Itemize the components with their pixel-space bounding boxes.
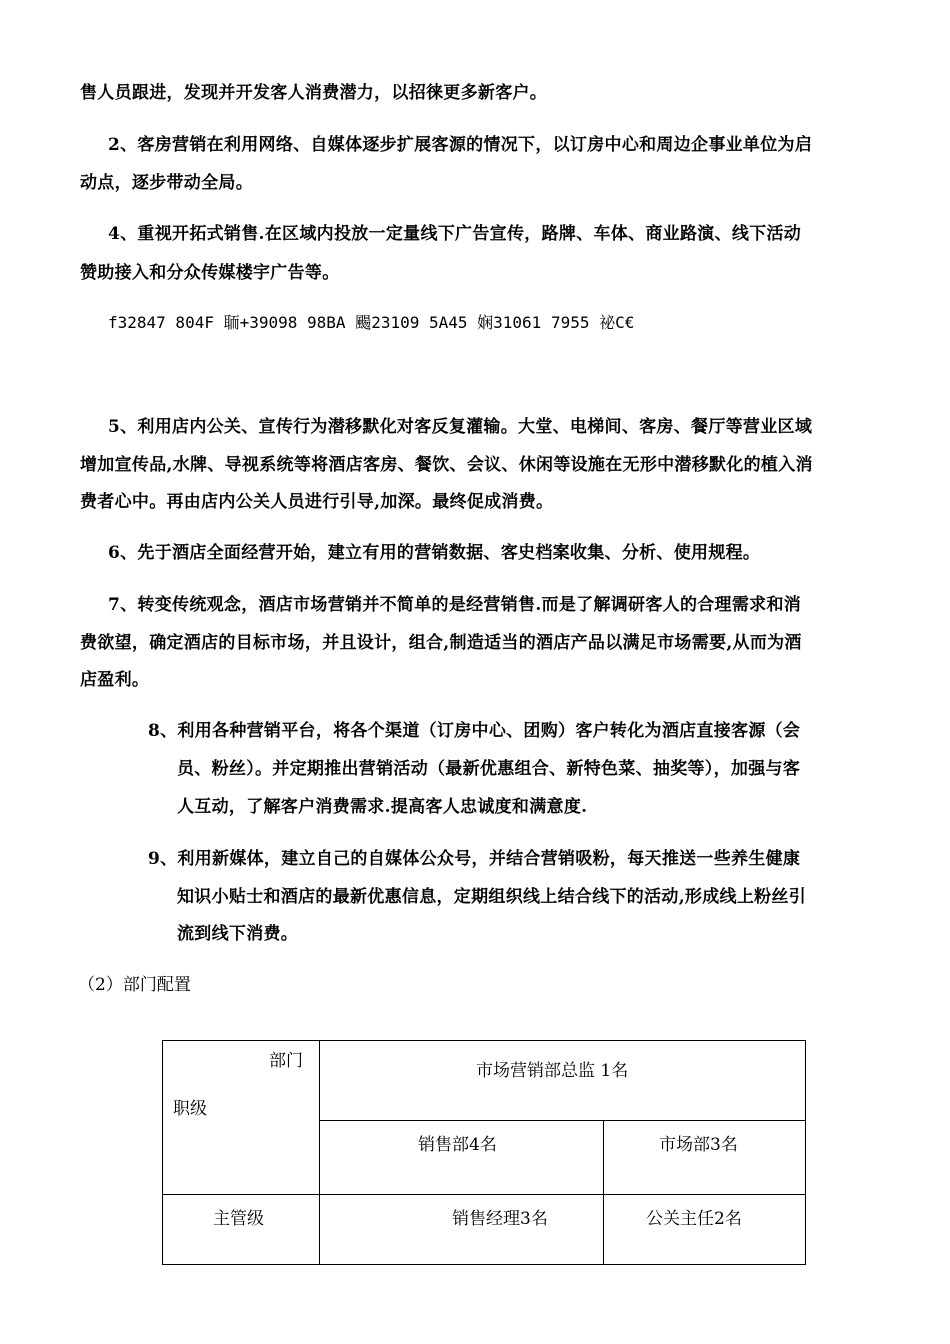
paragraph-line: 8、利用各种营销平台，将各个渠道（订房中心、团购）客户转化为酒店直接客源（会 [148,721,801,741]
pr-supervisor-label: 公关主任2名 [646,1209,742,1229]
sales-dept-label: 销售部4名 [418,1135,497,1155]
section-heading: （2）部门配置 [78,975,191,995]
paragraph-line: 费者心中。再由店内公关人员进行引导,加深。最终促成消费。 [80,492,554,512]
department-table [162,1040,806,1265]
paragraph-line: 流到线下消费。 [177,924,299,944]
paragraph-line: 4、重视开拓式销售.在区域内投放一定量线下广告宣传，路牌、车体、商业路演、线下活动 [108,224,802,244]
supervisor-row-label: 主管级 [213,1209,264,1229]
paragraph-line: 人互动，了解客户消费需求.提高客人忠诚度和满意度. [177,797,588,817]
paragraph-line: 2、客房营销在利用网络、自媒体逐步扩展客源的情况下，以订房中心和周边企事业单位为启 [108,135,813,155]
corner-header-rank: 职级 [173,1099,207,1119]
corner-header-dept: 部门 [269,1051,303,1071]
paragraph-line: 知识小贴士和酒店的最新优惠信息，定期组织线上结合线下的活动,形成线上粉丝引 [177,887,807,907]
corner-header-cell [163,1041,320,1195]
paragraph-line: 赞助接入和分众传媒楼宇广告等。 [80,263,340,283]
paragraph-line: 费欲望，确定酒店的目标市场，并且设计，组合,制造适当的酒店产品以满足市场需要,从而为酒 [80,633,802,653]
paragraph-line: 6、先于酒店全面经营开始，建立有用的营销数据、客史档案收集、分析、使用规程。 [108,543,761,563]
paragraph-line: 9、利用新媒体，建立自己的自媒体公众号，并结合营销吸粉，每天推送一些养生健康 [148,849,801,869]
sales-manager-cell [320,1195,604,1265]
market-dept-cell [604,1121,806,1195]
garbled-text-line: f32847 804F 聏+39098 98BA 颺23109 5A45 娴31061 7955 祕C€ [108,313,635,332]
director-cell [320,1041,806,1121]
director-label: 市场营销部总监 1名 [476,1061,629,1081]
row-label-cell [163,1195,320,1265]
paragraph-line: 增加宣传品,水牌、导视系统等将酒店客房、餐饮、会议、休闲等设施在无形中潜移默化的植入消 [80,455,813,475]
paragraph-line: 员、粉丝）。并定期推出营销活动（最新优惠组合、新特色菜、抽奖等），加强与客 [177,759,801,779]
paragraph-line: 店盈利。 [80,670,150,690]
pr-supervisor-cell [604,1195,806,1265]
paragraph-line: 售人员跟进，发现并开发客人消费潜力，以招徕更多新客户。 [80,83,548,103]
paragraph-line: 动点，逐步带动全局。 [80,173,253,193]
market-dept-label: 市场部3名 [659,1135,738,1155]
paragraph-line: 7、转变传统观念，酒店市场营销并不简单的是经营销售.而是了解调研客人的合理需求和消 [108,595,802,615]
sales-manager-label: 销售经理3名 [452,1209,548,1229]
sales-dept-cell [320,1121,604,1195]
paragraph-line: 5、利用店内公关、宣传行为潜移默化对客反复灌输。大堂、电梯间、客房、餐厅等营业区域 [108,417,813,437]
